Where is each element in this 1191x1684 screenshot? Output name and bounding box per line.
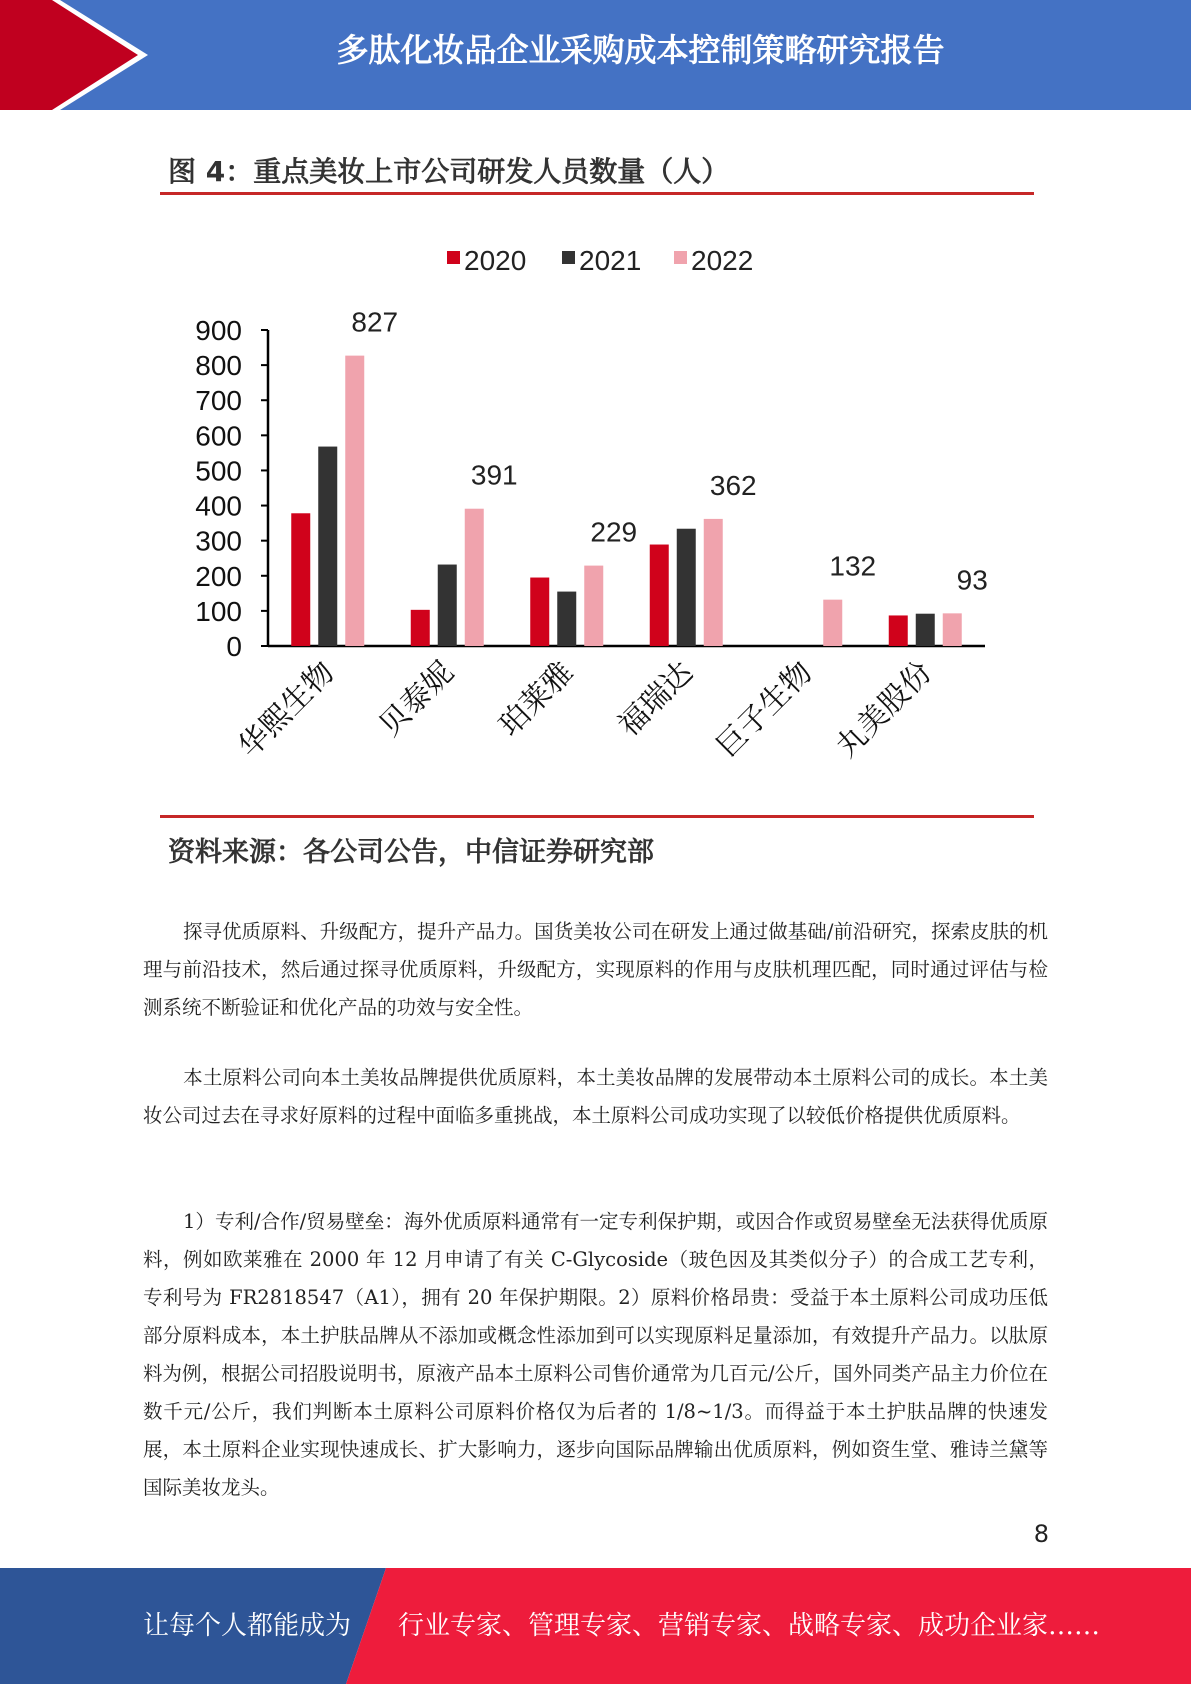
footer-slogan-right: 行业专家、管理专家、营销专家、战略专家、成功企业家…… (398, 1611, 1101, 1641)
footer-slogan-left: 让每个人都能成为 (143, 1611, 352, 1641)
y-tick-label: 500 (195, 455, 242, 487)
bar-chart (0, 0, 1191, 800)
legend-label-2022: 2022 (691, 245, 754, 276)
y-tick-label: 600 (195, 420, 242, 452)
paragraph-1 (143, 913, 1048, 1027)
category-label-贝泰妮: 贝泰妮 (372, 654, 461, 744)
data-label-丸美股份: 93 (956, 564, 988, 596)
data-label-巨子生物: 132 (829, 550, 877, 582)
y-tick-label: 400 (195, 490, 242, 522)
figure-title: 图 4：重点美妆上市公司研发人员数量（人） (168, 155, 730, 188)
category-label-福瑞达: 福瑞达 (611, 654, 700, 744)
figure-bottom-rule (160, 815, 1034, 818)
paragraph-2-text: 本土原料公司向本土美妆品牌提供优质原料，本土美妆品牌的发展带动本土原料公司的成长。本土美妆公司过去在寻求好原料的过程中面临多重挑战，本土原料公司成功实现了以较低价格提供优质原料。 (143, 1066, 1048, 1127)
category-label-珀莱雅: 珀莱雅 (492, 654, 581, 744)
y-tick-label: 100 (195, 595, 242, 627)
legend-label-2021: 2021 (579, 245, 642, 276)
legend-label-2020: 2020 (464, 245, 527, 276)
paragraph-2 (143, 1059, 1048, 1135)
category-label-丸美股份: 丸美股份 (829, 654, 939, 765)
y-tick-label: 200 (195, 560, 242, 592)
page-footer (0, 1568, 1191, 1684)
y-tick-label: 700 (195, 385, 242, 417)
y-tick-label: 300 (195, 525, 242, 557)
bar-2022-巨子生物 (823, 600, 842, 646)
paragraph-3-text: 1）专利/合作/贸易壁垒：海外优质原料通常有一定专利保护期，或因合作或贸易壁垒无法获得优质原料，例如欧莱雅在 2000 年 12 月申请了有关 C-Glycoside（玻色因及其类似分子）的合成工艺专利，专利号为 FR2818547（A1），拥有 20 年保护期限。2）原料价格昂贵：受益于本土原料公司成功压低部分原料成本，本土护肤品牌从不添加或概念性添加到可以实现原料足量添加，有效提升产品力。以肽原料为例，根据公司招股说明书，原液产品本土原料公司售价通常为几百元/公斤，国外同类产品主力价位在数千元/公斤，我们判断本土原料公司原料价格仅为后者的 1/8~1/3。而得益于本土护肤品牌的快速发展，本土原料企业实现快速成长、扩大影响力，逐步向国际品牌输出优质原料，例如资生堂、雅诗兰黛等国际美妆龙头。 (143, 1210, 1048, 1499)
legend-swatch-2020 (447, 251, 460, 264)
document-title: 多肽化妆品企业采购成本控制策略研究报告 (336, 31, 945, 69)
bar-2021-华熙生物 (318, 447, 337, 646)
data-label-华熙生物: 827 (351, 306, 399, 338)
bar-2020-贝泰妮 (411, 610, 430, 646)
paragraph-1-text: 探寻优质原料、升级配方，提升产品力。国货美妆公司在研发上通过做基础/前沿研究，探索皮肤的机理与前沿技术，然后通过探寻优质原料，升级配方，实现原料的作用与皮肤机理匹配，同时通过评估与检测系统不断验证和优化产品的功效与安全性。 (143, 920, 1048, 1019)
legend-swatch-2021 (562, 251, 575, 264)
legend-swatch-2022 (674, 251, 687, 264)
bar-2022-福瑞达 (704, 519, 723, 646)
y-tick-label: 800 (195, 350, 242, 382)
bar-2022-珀莱雅 (584, 566, 603, 646)
bar-2020-华熙生物 (291, 513, 310, 646)
bar-2021-贝泰妮 (438, 565, 457, 646)
page-number: 8 (1033, 1520, 1049, 1548)
category-label-华熙生物: 华熙生物 (231, 654, 342, 765)
bar-2020-丸美股份 (889, 615, 908, 646)
y-tick-label: 900 (195, 315, 242, 346)
y-tick-label: 0 (226, 631, 242, 662)
paragraph-3 (143, 1203, 1048, 1507)
data-label-福瑞达: 362 (709, 469, 757, 501)
bar-2021-丸美股份 (916, 614, 935, 646)
category-label-巨子生物: 巨子生物 (709, 654, 820, 765)
bar-2022-贝泰妮 (465, 509, 484, 646)
data-label-贝泰妮: 391 (470, 459, 518, 491)
bar-2020-珀莱雅 (530, 578, 549, 646)
bar-2020-福瑞达 (650, 545, 669, 646)
data-label-珀莱雅: 229 (590, 516, 638, 548)
bar-2022-丸美股份 (943, 613, 962, 646)
bar-2022-华熙生物 (345, 356, 364, 646)
figure-source: 资料来源：各公司公告，中信证券研究部 (168, 837, 654, 868)
bar-2021-福瑞达 (677, 529, 696, 646)
bar-2021-珀莱雅 (557, 592, 576, 646)
